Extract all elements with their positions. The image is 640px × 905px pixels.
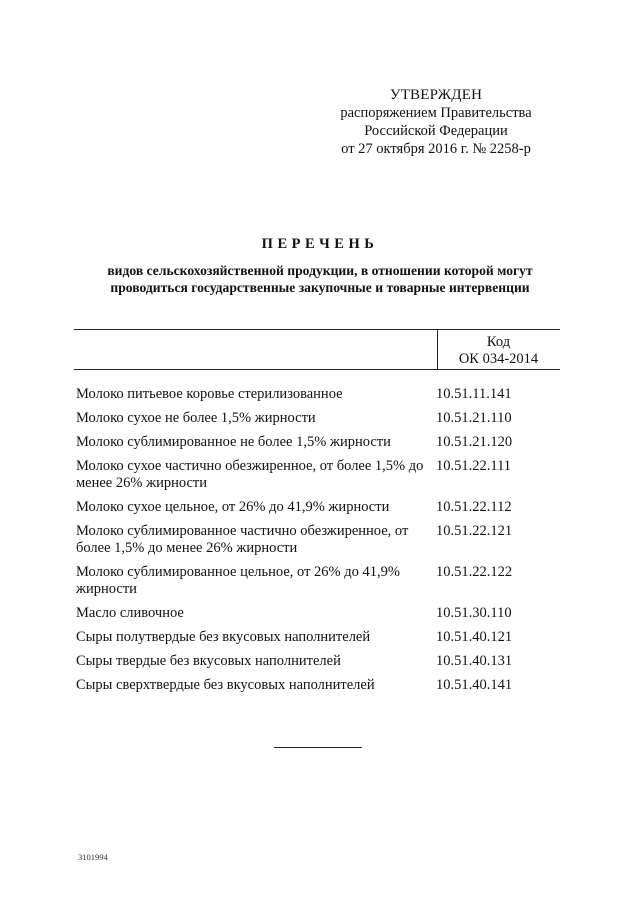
table-row	[76, 386, 560, 403]
table-row	[76, 434, 560, 451]
product-name: Молоко сублимированное цельное, от 26% до 41,9% жирности	[76, 564, 400, 597]
product-code: 10.51.30.110	[436, 605, 512, 621]
product-name: Молоко сублимированное частично обезжиренное, от более 1,5% до менее 26% жирности	[76, 523, 409, 556]
table-row	[76, 605, 560, 622]
table-row	[76, 499, 560, 516]
approval-line-1: распоряжением Правительства	[340, 105, 532, 121]
document-number: 3101994	[78, 852, 108, 862]
subtitle-line-2: проводиться государственные закупочные и товарные интервенции	[110, 280, 530, 295]
product-name: Молоко сухое цельное, от 26% до 41,9% жирности	[76, 499, 390, 515]
table-header-rule	[74, 369, 560, 370]
subtitle-line-1: видов сельскохозяйственной продукции, в отношении которой могут	[107, 263, 533, 278]
product-code: 10.51.21.120	[436, 434, 513, 450]
product-list	[76, 386, 560, 701]
table-row	[76, 523, 560, 557]
product-name: Сыры твердые без вкусовых наполнителей	[76, 653, 341, 669]
product-name: Молоко сухое не более 1,5% жирности	[76, 410, 316, 426]
document-subtitle	[60, 262, 580, 296]
approval-block	[316, 86, 556, 158]
product-name: Масло сливочное	[76, 605, 184, 621]
approval-heading: УТВЕРЖДЕН	[389, 87, 483, 103]
product-code: 10.51.40.121	[436, 629, 513, 645]
table-row	[76, 410, 560, 427]
table-top-rule	[74, 329, 560, 330]
product-code: 10.51.40.141	[436, 677, 513, 693]
product-name: Сыры сверхтвердые без вкусовых наполнителей	[76, 677, 375, 693]
product-code: 10.51.21.110	[436, 410, 512, 426]
product-name: Молоко сухое частично обезжиренное, от более 1,5% до менее 26% жирности	[76, 458, 424, 491]
table-row	[76, 629, 560, 646]
product-code: 10.51.22.111	[436, 458, 512, 474]
approval-line-3: от 27 октября 2016 г. № 2258-р	[341, 141, 531, 157]
code-column-header	[437, 334, 560, 368]
product-name: Молоко сублимированное не более 1,5% жирности	[76, 434, 391, 450]
table-row	[76, 677, 560, 694]
product-code: 10.51.22.112	[436, 499, 512, 515]
code-header-label: Код	[486, 334, 511, 350]
product-code: 10.51.40.131	[436, 653, 513, 669]
document-title: ПЕРЕЧЕНЬ	[261, 236, 379, 252]
product-code: 10.51.11.141	[436, 386, 512, 402]
approval-line-2: Российской Федерации	[364, 123, 508, 139]
end-rule	[274, 747, 362, 748]
product-name: Молоко питьевое коровье стерилизованное	[76, 386, 343, 402]
product-name: Сыры полутвердые без вкусовых наполнителей	[76, 629, 371, 645]
code-header-standard: ОК 034-2014	[458, 351, 539, 367]
table-row	[76, 653, 560, 670]
table-row	[76, 458, 560, 492]
product-code: 10.51.22.122	[436, 564, 513, 580]
product-code: 10.51.22.121	[436, 523, 513, 539]
table-row	[76, 564, 560, 598]
